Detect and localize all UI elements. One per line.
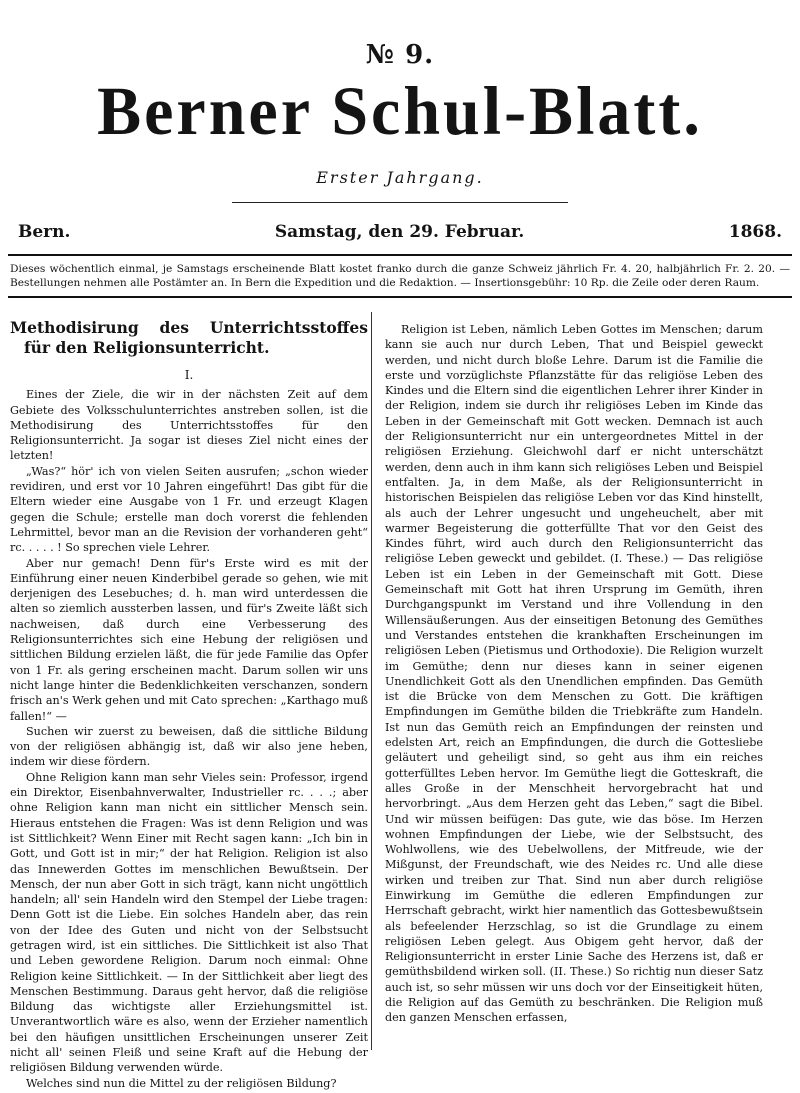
year: 1868. xyxy=(728,222,782,242)
right-column xyxy=(385,322,763,1026)
paragraph: Aber nur gemach! Denn für's Erste wird es mit der Einführung einer neuen Kinderbibel gerade so gehen, wie mit derjenigen des Lesebuches; d. h. man wird unterdessen die alten so ziemlich aussterben lassen, und für's Zweite läßt sich nachweisen, daß durch eine Verbesserung des Religionsunterrichtes sich eine Hebung der religiösen und sittlichen Bildung erzielen läßt, die für jede Familie das Opfer von 1 Fr. als gering erscheinen macht. Darum sollen wir uns nicht lange hinter die Bedenklichkeiten verschanzen, sondern frisch an's Werk gehen und mit Cato sprechen: „Karthago muß fallen!“ — xyxy=(10,556,368,723)
ornament-rule xyxy=(232,202,568,203)
paragraph: Eines der Ziele, die wir in der nächsten Zeit auf dem Gebiete des Volksschulunterrichtes anstreben sollen, ist die Methodisirung des Unterrichtsstoffes für den Religionsunterricht. Ja sogar ist dieses Ziel nicht eines der letzten! xyxy=(10,388,368,463)
notice-rule xyxy=(8,296,792,298)
dateline xyxy=(18,222,782,242)
paragraph: „Was?“ hör' ich von vielen Seiten ausrufen; „schon wieder revidiren, und erst vor 10 Jahren eingeführt! Das gibt für die Eltern wieder eine Ausgabe von 1 Fr. und erzeugt Klagen gegen die Schule; erstelle man doch vorerst die fehlenden Lehrmittel, bevor man an die Revision der vorhanderen geht“ rc. . . . . ! So sprechen viele Lehrer. xyxy=(10,464,368,555)
issue-number: № 9. xyxy=(365,40,435,70)
subscription-notice: Dieses wöchentlich einmal, je Samstags erscheinende Blatt kostet franko durch die ganze Schweiz jährlich Fr. 4. 20, halbjährlich Fr. 2. 20. — Bestellungen nehmen alle Postämter an. In Bern die Expedition und die Redaktion. — Insertionsgebühr: 10 Rp. die Zeile oder deren Raum. xyxy=(10,263,790,289)
paragraph: Ohne Religion kann man sehr Vieles sein: Professor, irgend ein Direktor, Eisenbahnverwalter, Industrieller rc. . . .; aber ohne Religion kann man nicht ein sittlicher Mensch sein. Hieraus entstehen die Fragen: Was ist denn Religion und was ist Sittlichkeit? Wenn Einer mit Recht sagen kann: „Ich bin in Gott, und Gott ist in mir;“ der hat Religion. Religion ist also das Innewerden Gottes im menschlichen Bewußtsein. Der Mensch, der nun aber Gott in sich trägt, kann nicht ungöttlich handeln; all' sein Handeln wird den Stempel der Liebe tragen: Denn Gott ist die Liebe. Ein solches Handeln aber, das rein von der Idee des Guten und nicht von der Selbstsucht getragen wird, ist ein sittliches. Die Sittlichkeit ist also That und Leben gewordene Religion. Darum noch einmal: Ohne Religion keine Sittlichkeit. — In der Sittlichkeit aber liegt des Menschen Bestimmung. Daraus geht hervor, daß die religiöse Bildung das wichtigste aller Erziehungsmittel ist. Unverantwortlich wäre es also, wenn der Erzieher namentlich bei den häufigen unsittlichen Erscheinungen unserer Zeit nicht all' seinen Fleiß und seine Kraft auf die Hebung der religiösen Bildung verwenden würde. xyxy=(10,770,368,1075)
paragraph: Religion ist Leben, nämlich Leben Gottes im Menschen; darum kann sie auch nur durch Leben, That und Beispiel geweckt werden, und nicht durch bloße Lehre. Darum ist die Familie die erste und vorzüglichste Pflanzstätte für das religiöse Leben des Kindes und die Eltern sind die eigentlichen Lehrer ihrer Kinder in der Religion, indem sie durch ihr religiöses Leben im Kinde das Leben in der Gemeinschaft mit Gott wecken. Demnach ist auch der Religionsunterricht nur ein untergeordnetes Mittel in der religiösen Erziehung. Gleichwohl darf er nicht unterschätzt werden, denn auch in ihm kann sich religiöses Leben und Beispiel entfalten. Ja, in dem Maße, als der Religionsunterricht in historischen Beispielen das religiöse Leben vor das Kind hinstellt, als auch der Lehrer ungesucht und ungeheuchelt, aber mit warmer Begeisterung die gotterfüllte That vor den Geist des Kindes führt, wird auch durch den Religionsunterricht das religiöse Leben geweckt und gebildet. (I. These.) — Das religiöse Leben ist ein Leben in der Gemeinschaft mit Gott. Diese Gemeinschaft mit Gott hat ihren Ursprung im Gemüth, ihren Durchgangspunkt im Verstand und ihre Vollendung in den Willensäußerungen. Aus der einseitigen Betonung des Gemüthes und Verstandes entstehen die krankhaften Erscheinungen im religiösen Leben (Pietismus und Orthodoxie). Die Religion wurzelt im Gemüthe; denn nur dieses kann in seiner eigenen Unendlichkeit Gott als den Unendlichen empfinden. Das Gemüth ist die Brücke von dem Menschen zu Gott. Die kräftigen Empfindungen im Gemüthe bilden die Triebkräfte zum Handeln. Ist nun das Gemüth reich an Empfindungen der reinsten und edelsten Art, reich an Empfindungen, die durch die Gottesliebe geläutert und geheiligt sind, so geht aus ihm ein reiches gotterfülltes Leben hervor. Im Gemüthe liegt die Gotteskraft, die alles Große in der Menschheit hervorgebracht hat und hervorbringt. „Aus dem Herzen geht das Leben,“ sagt die Bibel. Und wir müssen beifügen: Das gute, wie das böse. Im Herzen wohnen Empfindungen der Liebe, wie der Selbstsucht, des Wohlwollens, wie des Uebelwollens, der Mitfreude, wie der Mißgunst, der Freundschaft, wie des Neides rc. Und alle diese wirken und treiben zur That. Sind nun aber durch religiöse Einwirkung im Gemüthe die edleren Empfindungen zur Herrschaft gebracht, wirkt hier namentlich das Gottesbewußtsein als befeelender Herzschlag, so ist die Grundlage zu einem religiösen Leben gelegt. Aus Obigem geht hervor, daß der Religionsunterricht in erster Linie Sache des Herzens ist, daß er gemüthsbildend wirken soll. (II. These.) So richtig nun dieser Satz auch ist, so sehr müssen wir uns doch vor der Einseitigkeit hüten, die Religion auf das Gemüth zu beschränken. Die Religion muß den ganzen Menschen erfassen, xyxy=(385,323,763,1025)
issue-date: Samstag, den 29. Februar. xyxy=(274,222,525,242)
header-rule xyxy=(8,254,792,256)
masthead-title: Berner Schul-Blatt. xyxy=(97,73,703,150)
article-title: Methodisirung des Unterrichtsstoffes für den Religionsunterricht. xyxy=(10,318,368,357)
section-number: I. xyxy=(184,368,194,382)
place: Bern. xyxy=(18,222,71,242)
paragraph: Welches sind nun die Mittel zu der religiösen Bildung? xyxy=(26,1076,337,1090)
edition-line: Erster Jahrgang. xyxy=(316,168,484,187)
column-divider xyxy=(371,312,372,1050)
paragraph: Suchen wir zuerst zu beweisen, daß die sittliche Bildung von der religiösen abhängig ist, daß wir also jene heben, indem wir diese fördern. xyxy=(10,724,368,769)
left-column xyxy=(10,318,368,1091)
